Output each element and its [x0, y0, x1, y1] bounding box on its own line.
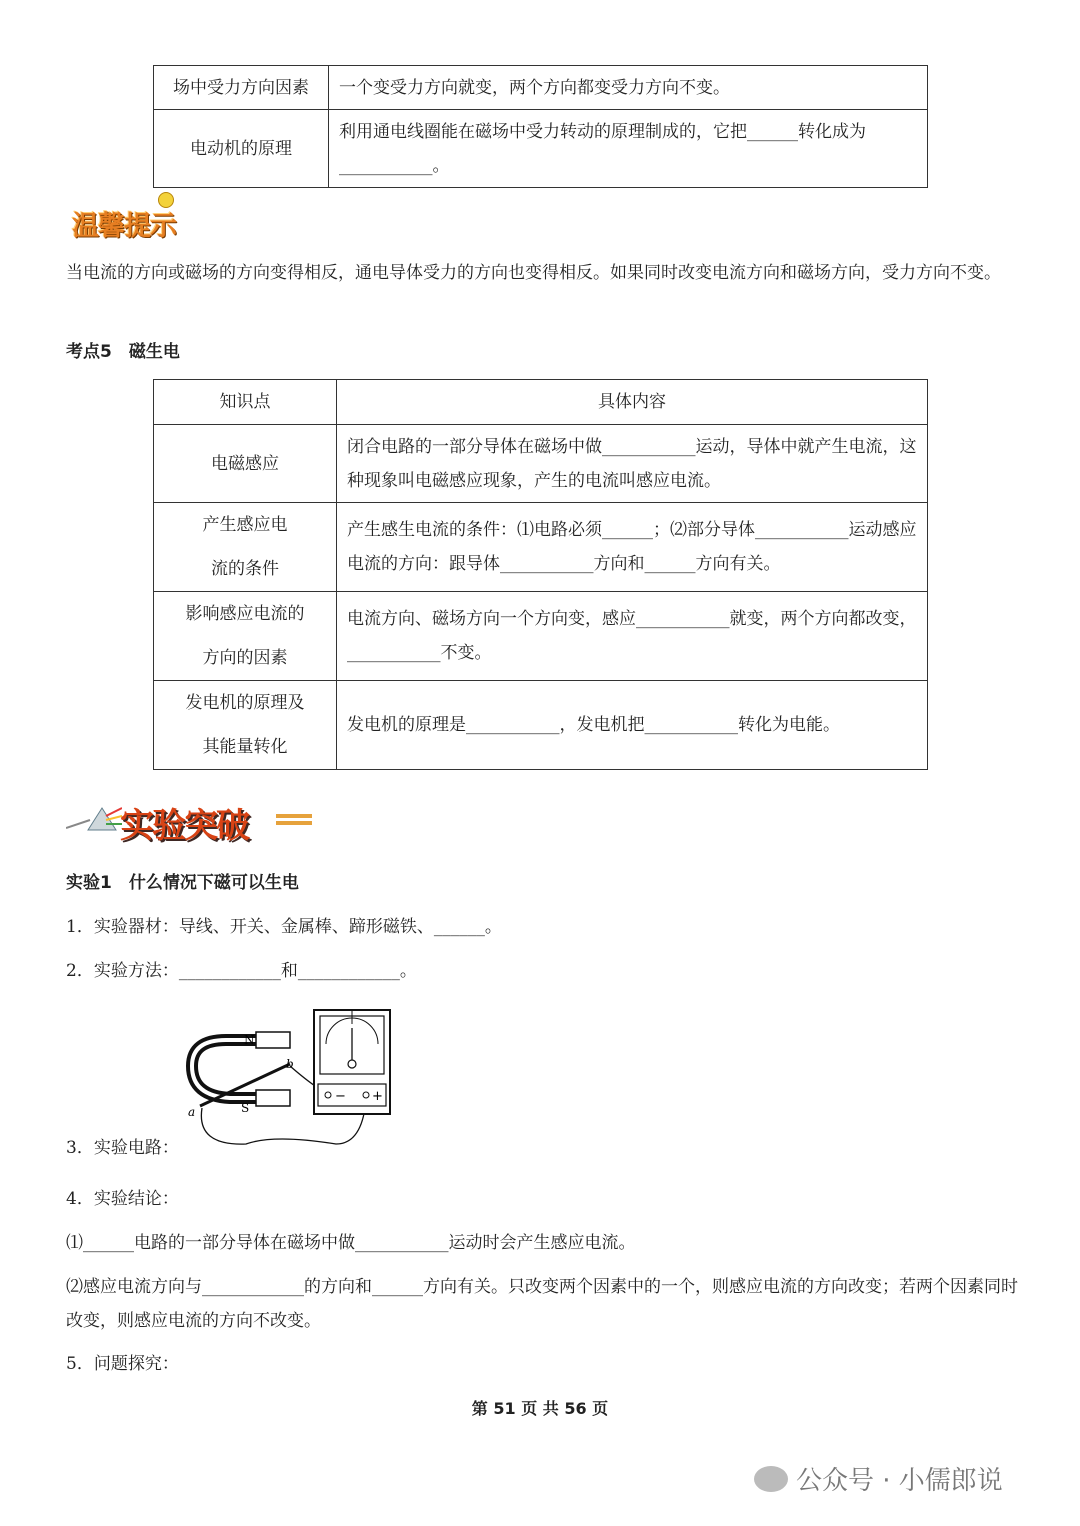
banner-label: 实验突破 — [120, 806, 248, 846]
table-cell-label — [154, 503, 337, 592]
tip-badge — [68, 192, 188, 242]
table-cell-label: 场中受力方向因素 — [154, 66, 329, 110]
table-cell-label — [154, 592, 337, 681]
experiment-item-1: 1．实验器材：导线、开关、金属棒、蹄形磁铁、______。 — [66, 917, 502, 937]
rod-end-a-label: a — [188, 1105, 196, 1119]
terminal-plus-label: + — [372, 1089, 383, 1104]
label-text: 产生感应电流的条件 — [202, 515, 288, 579]
tip-badge-label: 温馨提示 — [72, 211, 176, 242]
page-footer: 第 51 页 共 56 页 — [471, 1399, 609, 1418]
experiment-banner — [66, 784, 326, 844]
experiment-item-4: 4．实验结论： — [66, 1189, 179, 1209]
table-header-knowledge: 知识点 — [154, 380, 337, 425]
experiment-title: 实验1 什么情况下磁可以生电 — [66, 873, 299, 893]
table-cell-label: 电动机的原理 — [154, 110, 329, 188]
rod-end-b-label: b — [286, 1057, 294, 1071]
experiment-conclusion-1: ⑴______电路的一部分导体在磁场中做___________运动时会产生感应电流。 — [66, 1233, 636, 1253]
label-text: 发电机的原理及其能量转化 — [185, 693, 305, 757]
pole-s-label: S — [241, 1101, 250, 1115]
watermark — [754, 1460, 1003, 1497]
pole-n-label: N — [244, 1033, 255, 1047]
horseshoe-magnet-icon — [192, 1032, 290, 1106]
table-cell-content: 发电机的原理是___________，发电机把___________转化为电能。 — [337, 681, 928, 770]
table-cell-content: 闭合电路的一部分导体在磁场中做___________运动，导体中就产生电流，这种现象叫电磁感应现象，产生的电流叫感应电流。 — [337, 425, 928, 503]
wechat-icon — [754, 1466, 788, 1492]
section-title: 考点5 磁生电 — [66, 342, 180, 362]
label-text: 影响感应电流的方向的因素 — [185, 604, 305, 668]
table-cell-content: 产生感生电流的条件：⑴电路必须______；⑵部分导体___________运动感应电流的方向：跟导体___________方向和______方向有关。 — [337, 503, 928, 592]
watermark-text: 公众号 · 小儒郎说 — [796, 1466, 1003, 1496]
experiment-item-5: 5．问题探究： — [66, 1354, 179, 1374]
table-cell-content: 利用通电线圈能在磁场中受力转动的原理制成的，它把______转化成为___________。 — [329, 110, 928, 188]
table-cell-label: 电磁感应 — [154, 425, 337, 503]
knowledge-table — [153, 379, 928, 770]
table-cell-label — [154, 681, 337, 770]
experiment-item-3: 3．实验电路： — [66, 1138, 179, 1158]
terminal-minus-label: − — [335, 1089, 346, 1104]
table-cell-content: 电流方向、磁场方向一个方向变，感应___________就变，两个方向都改变，___________不变。 — [337, 592, 928, 681]
top-table — [153, 65, 928, 188]
table-cell-content: 一个变受力方向就变，两个方向都变受力方向不变。 — [329, 66, 928, 110]
banner-prism-icon — [66, 802, 122, 836]
experiment-item-2: 2．实验方法：____________和____________。 — [66, 961, 417, 981]
banner-stripes — [276, 814, 312, 818]
experiment-conclusion-2: ⑵感应电流方向与____________的方向和______方向有关。只改变两个因素中的一个，则感应电流的方向改变；若两个因素同时改变，则感应电流的方向不改变。 — [66, 1277, 1018, 1331]
tip-text: 当电流的方向或磁场的方向变得相反，通电导体受力的方向也变得相反。如果同时改变电流方向和磁场方向，受力方向不变。 — [66, 263, 1001, 283]
table-header-content: 具体内容 — [337, 380, 928, 425]
